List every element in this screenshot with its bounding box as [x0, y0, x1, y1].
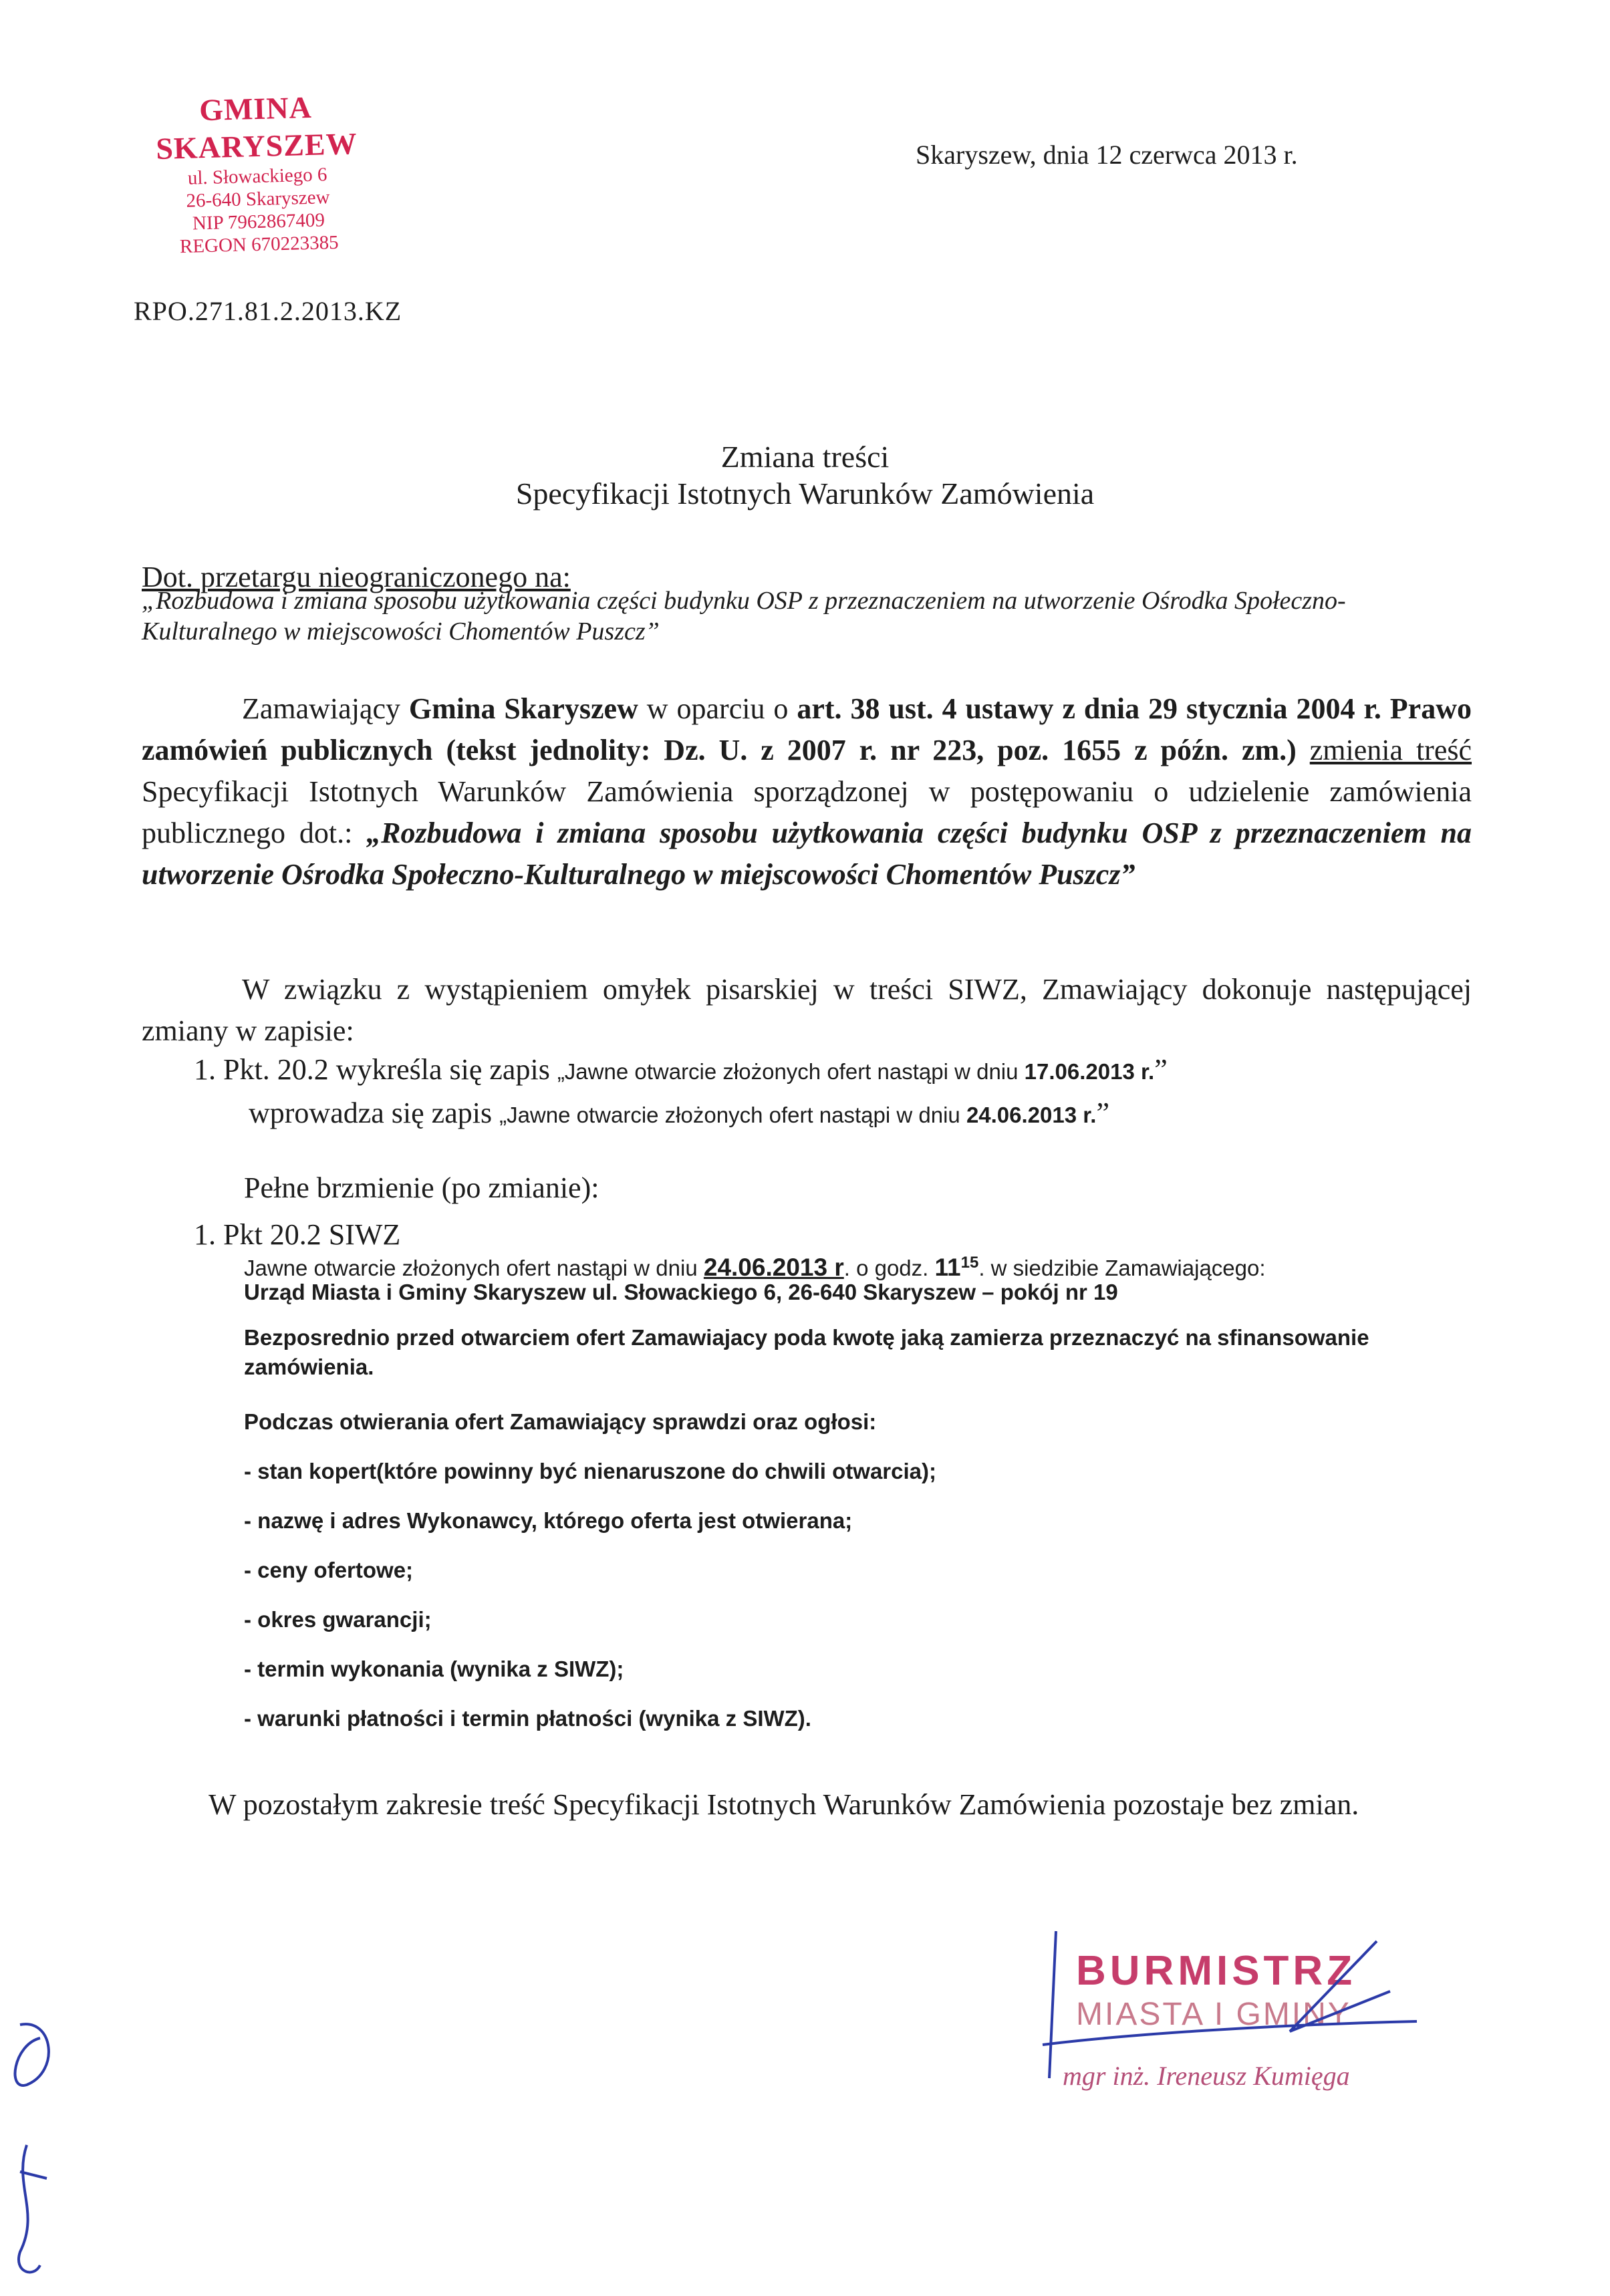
change-quote-end: ”: [1096, 1097, 1109, 1129]
change-quote-end: ”: [1154, 1053, 1168, 1086]
change-old-date: 17.06.2013 r.: [1024, 1059, 1155, 1084]
change-new-date: 24.06.2013 r.: [966, 1103, 1097, 1127]
para1-bold-gmina: Gmina Skaryszew: [408, 692, 638, 725]
signature-stamp: [989, 1924, 1470, 2132]
change-text: 1. Pkt. 20.2 wykreśla się zapis: [194, 1053, 557, 1086]
detail-date: 24.06.2013 r: [703, 1254, 844, 1281]
paragraph-main: [142, 688, 1472, 895]
detail-text: Jawne otwarcie złożonych ofert nastąpi w dniu: [244, 1256, 704, 1280]
document-date: Skaryszew, dnia 12 czerwca 2013 r.: [916, 140, 1298, 170]
change-quote: „Jawne otwarcie złożonych ofert nastąpi w dniu: [499, 1103, 966, 1127]
reference-number: RPO.271.81.2.2013.KZ: [134, 296, 402, 326]
detail-hour: 11: [934, 1254, 961, 1281]
bold-line-amount: Bezposrednio przed otwarciem ofert Zamawiajacy poda kwotę jaką zamierza przeznaczyć na sfinansowanie zamówienia.: [244, 1325, 1369, 1379]
pkt-heading: 1. Pkt 20.2 SIWZ: [194, 1218, 401, 1251]
bold-line-intro: Podczas otwierania ofert Zamawiający sprawdzi oraz ogłosi:: [244, 1409, 877, 1434]
change-item: [194, 1049, 1477, 1136]
stamp-nip: NIP 7962867409: [192, 209, 325, 235]
document-title: Zmiana treści: [720, 440, 890, 474]
document-subtitle: Specyfikacji Istotnych Warunków Zamówienia: [515, 476, 1095, 511]
para1-part: Specyfikacji Istotnych Warunków Zamówienia sporządzonej w postępowaniu o udzielenie zamówienia publicznego dot.:: [142, 775, 1472, 849]
para1-part: Zamawiający: [242, 692, 409, 725]
signature-stamp-title: BURMISTRZ: [1076, 1948, 1357, 1994]
change-quote: „Jawne otwarcie złożonych ofert nastąpi w dniu: [557, 1059, 1025, 1084]
para1-underlined: zmienia treść: [1309, 734, 1472, 766]
subject-text: „Rozbudowa i zmiana sposobu użytkowania części budynku OSP z przeznaczeniem na utworzenie Ośrodka Społeczno-Kulturalnego w miejscowości Chomentów Puszcz”: [142, 587, 1346, 645]
signature-stamp-sub: MIASTA I GMINY: [1076, 1997, 1351, 2032]
paragraph-change-intro: W związku z wystąpieniem omyłek pisarskiej w treści SIWZ, Zmawiający dokonuje następującej zmiany w zapisie:: [142, 973, 1472, 1047]
para1-part: w oparciu o: [638, 692, 797, 725]
para1-bold-italic-subject: „Rozbudowa i zmiana sposobu użytkowania części budynku OSP z przeznaczeniem na utworzenie Ośrodka Społeczno-Kulturalnego w miejscowości Chomentów Puszcz”: [142, 817, 1472, 891]
stamp-name: GMINA SKARYSZEW: [155, 90, 358, 166]
list-item: - ceny ofertowe;: [244, 1558, 414, 1582]
stamp-address: ul. Słowackiego 6: [187, 164, 327, 189]
list-item: - warunki płatności i termin płatności (wynika z SIWZ).: [244, 1706, 811, 1731]
change-text: wprowadza się zapis: [249, 1097, 500, 1129]
margin-initials: [0, 2011, 74, 2292]
detail-text: . o godz.: [843, 1256, 935, 1280]
municipality-stamp: [98, 86, 416, 260]
change-line-2: [194, 1093, 1477, 1136]
change-line-1: [194, 1049, 1477, 1093]
detail-text: . w siedzibie Zamawiającego:: [978, 1256, 1266, 1280]
detail-minute: 15: [960, 1254, 979, 1272]
closing-paragraph: W pozostałym zakresie treść Specyfikacji Istotnych Warunków Zamówienia pozostaje bez zmian.: [209, 1788, 1359, 1821]
list-item: - okres gwarancji;: [244, 1607, 432, 1632]
list-item: - termin wykonania (wynika z SIWZ);: [244, 1657, 624, 1681]
full-wording-heading: Pełne brzmienie (po zmianie):: [244, 1171, 599, 1204]
stamp-regon: REGON 670223385: [179, 231, 339, 258]
signature-name: mgr inż. Ireneusz Kumięga: [1063, 2061, 1350, 2091]
list-item: - stan kopert(które powinny być nienaruszone do chwili otwarcia);: [244, 1459, 936, 1483]
para1-bold-law: art. 38 ust. 4 ustawy z dnia 29 stycznia 2004 r. Prawo zamówień publicznych (tekst jednolity: Dz. U. z 2007 r. nr 223, poz. 1655 z późn. zm.): [142, 692, 1472, 766]
opening-location: Urząd Miasta i Gminy Skaryszew ul. Słowackiego 6, 26-640 Skaryszew – pokój nr 19: [244, 1280, 1118, 1304]
stamp-postal: 26-640 Skaryszew: [186, 186, 330, 212]
list-item: - nazwę i adres Wykonawcy, którego oferta jest otwierana;: [244, 1508, 853, 1533]
subject-heading: Dot. przetargu nieograniczonego na:: [142, 561, 571, 593]
